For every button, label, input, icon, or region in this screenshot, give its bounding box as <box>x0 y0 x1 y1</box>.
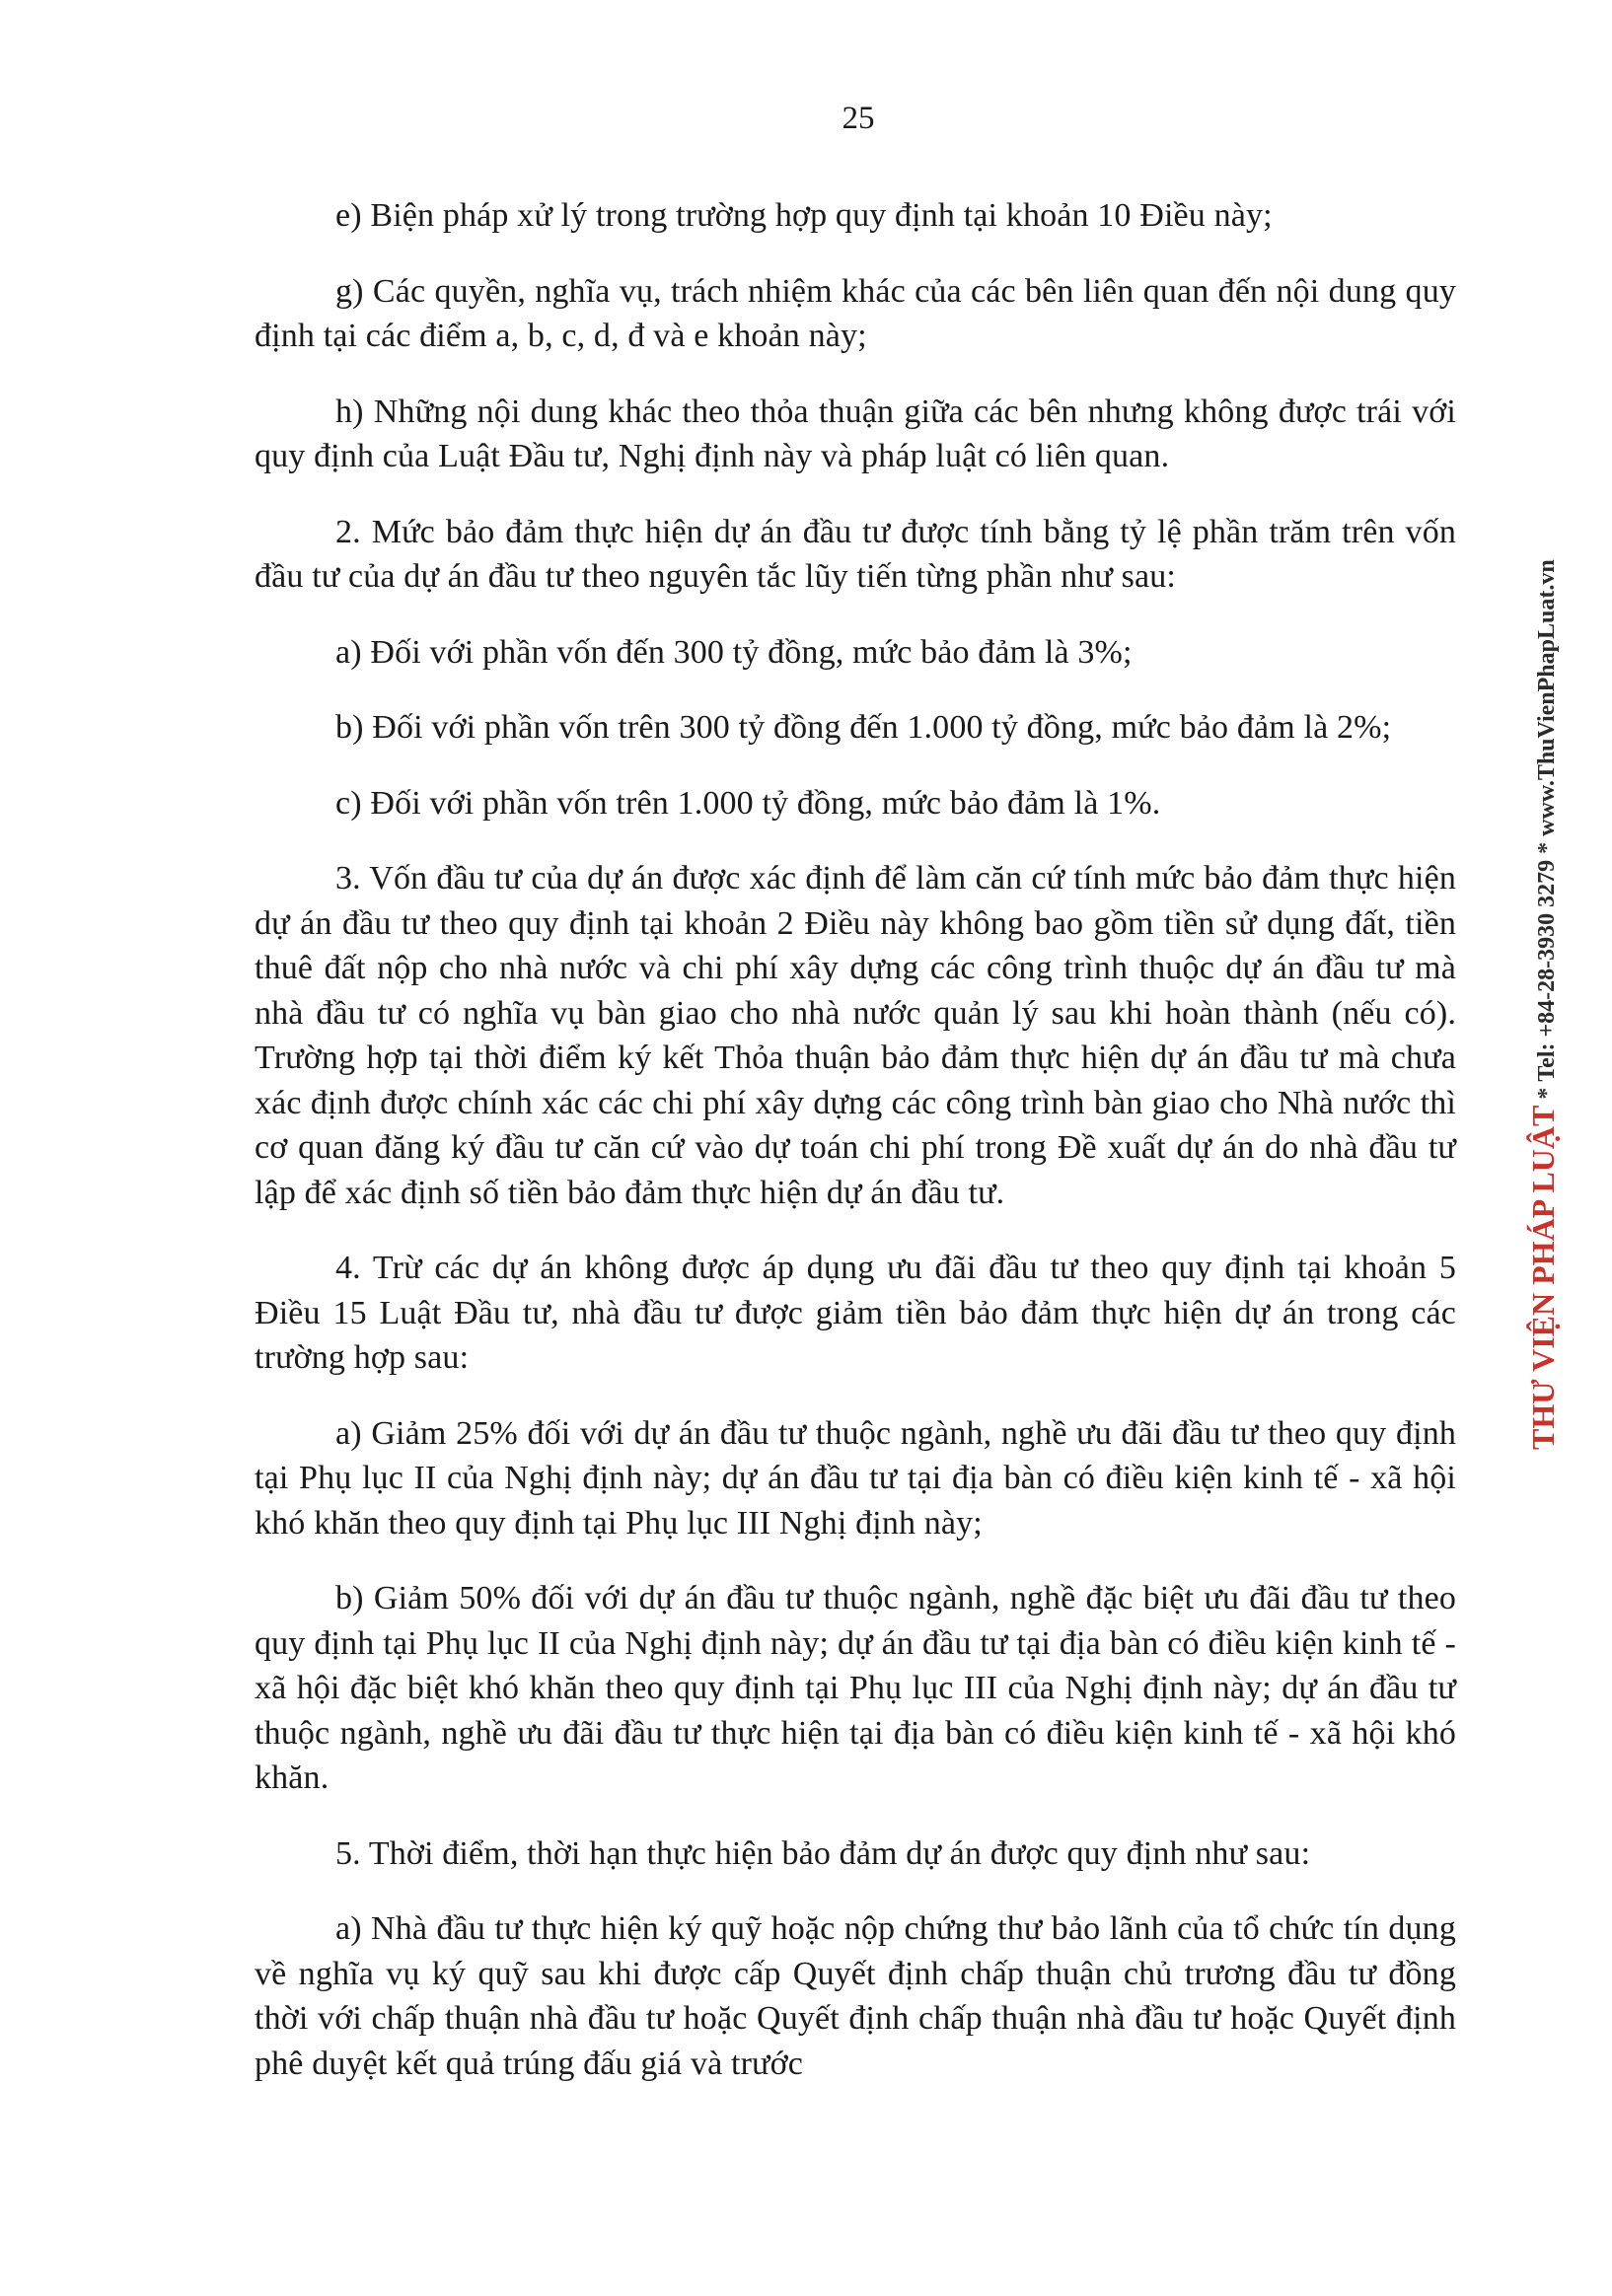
document-body <box>255 193 1456 2117</box>
watermark-tel: Tel: +84-28-3930 3279 <box>1534 859 1560 1082</box>
paragraph-h-other-content: h) Những nội dung khác theo thỏa thuận giữa các bên nhưng không được trái với quy định của Luật Đầu tư, Nghị định này và pháp luật có liên quan. <box>255 393 1456 474</box>
paragraph-2-guarantee-level: 2. Mức bảo đảm thực hiện dự án đầu tư được tính bằng tỷ lệ phần trăm trên vốn đầu tư của dự án đầu tư theo nguyên tắc lũy tiến từng phần như sau: <box>255 513 1456 595</box>
paragraph-2a-up-to-300: a) Đối với phần vốn đến 300 tỷ đồng, mức bảo đảm là 3%; <box>335 633 1133 671</box>
paragraph-3-investment-capital: 3. Vốn đầu tư của dự án được xác định để làm căn cứ tính mức bảo đảm thực hiện dự án đầu tư theo quy định tại khoản 2 Điều này không bao gồm tiền sử dụng đất, tiền thuê đất nộp cho nhà nước và chi phí xây dựng các công trình thuộc dự án đầu tư mà nhà đầu tư có nghĩa vụ bàn giao cho nhà nước quản lý sau khi hoàn thành (nếu có). Trường hợp tại thời điểm ký kết Thỏa thuận bảo đảm thực hiện dự án đầu tư mà chưa xác định được chính xác các chi phí xây dựng các công trình bàn giao cho Nhà nước thì cơ quan đăng ký đầu tư căn cứ vào dự toán chi phí trong Đề xuất dự án do nhà đầu tư lập để xác định số tiền bảo đảm thực hiện dự án đầu tư. <box>255 860 1456 1211</box>
paragraph-5-timing: 5. Thời điểm, thời hạn thực hiện bảo đảm dự án được quy định như sau: <box>335 1834 1311 1872</box>
page-number: 25 <box>842 101 875 136</box>
paragraph-5a-deposit: a) Nhà đầu tư thực hiện ký quỹ hoặc nộp chứng thư bảo lãnh của tổ chức tín dụng về nghĩa vụ ký quỹ sau khi được cấp Quyết định chấp thuận chủ trương đầu tư đồng thời với chấp thuận nhà đầu tư hoặc Quyết định chấp thuận nhà đầu tư hoặc Quyết định phê duyệt kết quả trúng đấu giá và trước <box>255 1910 1456 2082</box>
paragraph-g-rights-obligations: g) Các quyền, nghĩa vụ, trách nhiệm khác của các bên liên quan đến nội dung quy định tại các điểm a, b, c, d, đ và e khoản này; <box>255 272 1456 354</box>
paragraph-4b-reduce-50: b) Giảm 50% đối với dự án đầu tư thuộc ngành, nghề đặc biệt ưu đãi đầu tư theo quy định tại Phụ lục II của Nghị định này; dự án đầu tư tại địa bàn có điều kiện kinh tế - xã hội đặc biệt khó khăn theo quy định tại Phụ lục III của Nghị định này; dự án đầu tư thuộc ngành, nghề ưu đãi đầu tư thực hiện tại địa bàn có điều kiện kinh tế - xã hội khó khăn. <box>255 1580 1456 1796</box>
watermark-brand: THƯ VIỆN PHÁP LUẬT <box>1525 1105 1561 1450</box>
paragraph-2c-over-1000: c) Đối với phần vốn trên 1.000 tỷ đồng, mức bảo đảm là 1%. <box>335 784 1161 822</box>
watermark-separator-2: * <box>1534 841 1560 854</box>
watermark-separator: * <box>1534 1087 1560 1100</box>
watermark-website: www.ThuVienPhapLuat.vn <box>1534 559 1560 836</box>
paragraph-2b-300-to-1000: b) Đối với phần vốn trên 300 tỷ đồng đến 1.000 tỷ đồng, mức bảo đảm là 2%; <box>335 709 1392 746</box>
paragraph-4-reduction: 4. Trừ các dự án không được áp dụng ưu đãi đầu tư theo quy định tại khoản 5 Điều 15 Luật Đầu tư, nhà đầu tư được giảm tiền bảo đảm thực hiện dự án trong các trường hợp sau: <box>255 1250 1456 1376</box>
paragraph-e-handling-measures: e) Biện pháp xử lý trong trường hợp quy định tại khoản 10 Điều này; <box>335 197 1273 234</box>
paragraph-4a-reduce-25: a) Giảm 25% đối với dự án đầu tư thuộc ngành, nghề ưu đãi đầu tư theo quy định tại Phụ lục II của Nghị định này; dự án đầu tư tại địa bàn có điều kiện kinh tế - xã hội khó khăn theo quy định tại Phụ lục III Nghị định này; <box>255 1414 1456 1542</box>
